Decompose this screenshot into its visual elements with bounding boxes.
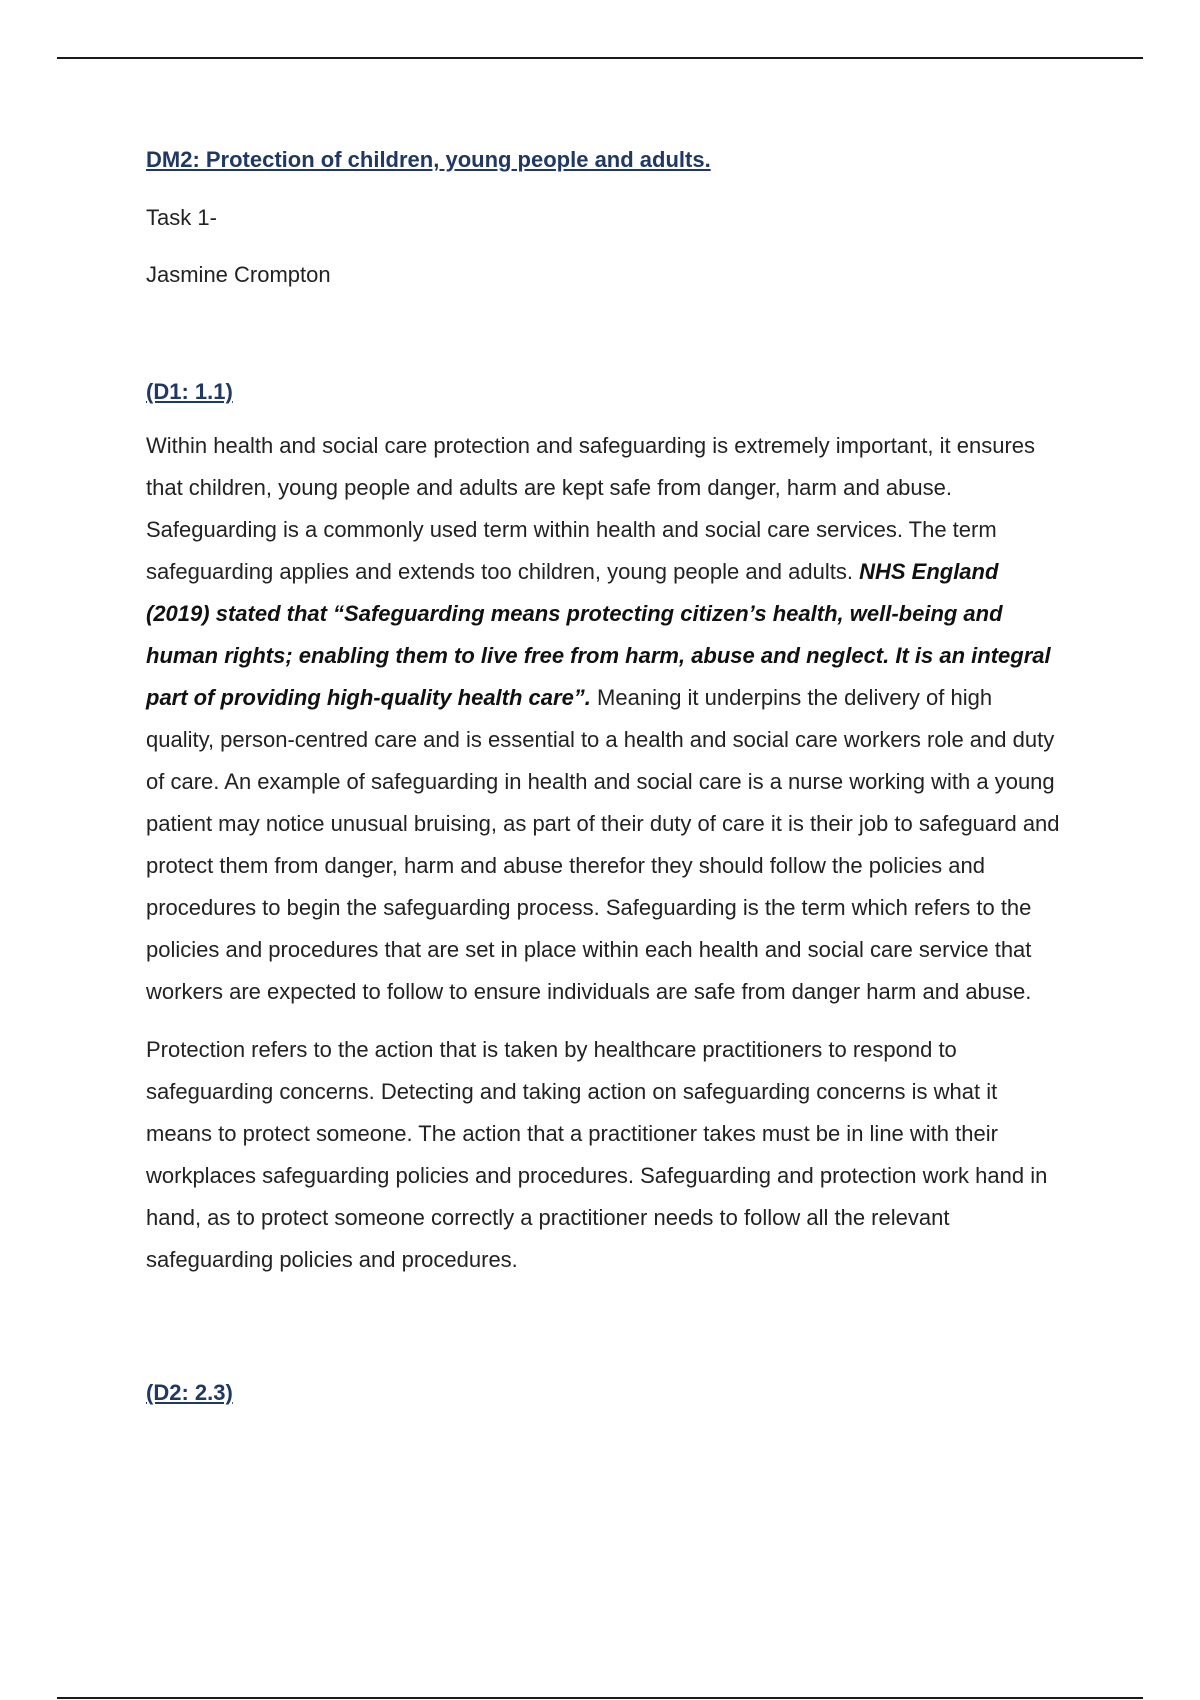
- section-heading-d1: (D1: 1.1): [146, 379, 233, 404]
- section-d1-paragraph-2: Protection refers to the action that is taken by healthcare practitioners to respond to safeguarding concerns. Detecting and taking action on safeguarding concerns is what it means to protect someone. The action that a practitioner takes must be in line with their workplaces safeguarding policies and procedures. Safeguarding and protection work hand in hand, as to protect someone correctly a practitioner needs to follow all the relevant safeguarding policies and procedures.: [146, 1037, 1048, 1272]
- document-title: DM2: Protection of children, young people and adults.: [146, 147, 711, 172]
- nhs-england-quote: NHS England (2019) stated that “Safeguarding means protecting citizen’s health, well-being and human rights; enabling them to live free from harm, abuse and neglect. It is an integral part of providing high-quality health care”.: [146, 559, 1051, 710]
- paragraph-text: Within health and social care protection and safeguarding is extremely important, it ensures that children, young people and adults are kept safe from danger, harm and abuse. Safeguarding is a commonly used term within health and social care services. The term safeguarding applies and extends too children, young people and adults.: [146, 433, 1036, 584]
- task-label: Task 1-: [146, 205, 217, 230]
- author-name: Jasmine Crompton: [146, 262, 331, 287]
- paragraph-text: Meaning it underpins the delivery of high quality, person-centred care and is essential to a health and social care workers role and duty of care. An example of safeguarding in health and social care is a nurse working with a young patient may notice unusual bruising, as part of their duty of care it is their job to safeguard and protect them from danger, harm and abuse therefor they should follow the policies and procedures to begin the safeguarding process. Safeguarding is the term which refers to the policies and procedures that are set in place within each health and social care service that workers are expected to follow to ensure individuals are safe from danger harm and abuse.: [146, 685, 1060, 1004]
- section-heading-d2: (D2: 2.3): [146, 1380, 233, 1405]
- section-d1-paragraph-1: [146, 425, 1066, 1013]
- top-rule: [57, 57, 1143, 59]
- document-body: [146, 140, 1066, 1413]
- bottom-rule: [57, 1697, 1143, 1699]
